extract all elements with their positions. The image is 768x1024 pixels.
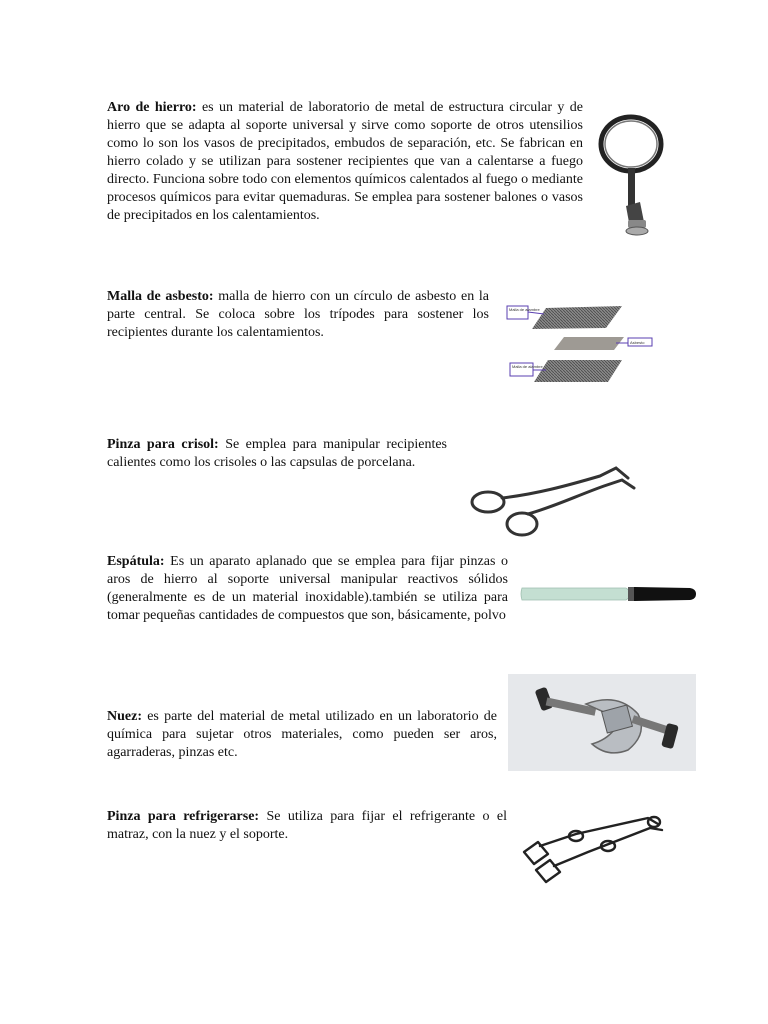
entry-term: Espátula: [107, 554, 165, 569]
entry-term: Aro de hierro: [107, 100, 197, 115]
entry-term: Pinza para refrigerarse: [107, 809, 260, 824]
entry-description: Se utiliza para fijar el refrigerante o el matraz, con la nuez y el soporte. [107, 809, 507, 842]
entry-description: es parte del material de metal utilizado en un laboratorio de química para sujetar otros materiales, como pueden ser aros, agarraderas, pinzas etc. [107, 709, 497, 760]
boss-head-clamp-icon [508, 674, 696, 771]
entry-description: malla de hierro con un círculo de asbesto en la parte central. Se coloca sobre los trípodes para sostener los recipientes durante los calentamientos. [107, 289, 489, 340]
mesh-label-top: Malla de alambre [509, 307, 540, 312]
entry-term: Nuez: [107, 709, 142, 724]
entry-term: Pinza para crisol: [107, 437, 219, 452]
entry-term: Malla de asbesto: [107, 289, 214, 304]
mesh-label-bottom: Malla de alambre [512, 364, 543, 369]
entry-description: es un material de laboratorio de metal de estructura circular y de hierro que se adapta al soporte universal y sirve como soporte de otros utensilios como lo son los vasos de precipitados, embudos de separación, etc. Se fabrican en hierro colado y se utilizan para sostener recipientes que van a calentarse a fuego directo. Funciona sobre todo con elementos químicos calentados al fuego o mediante procesos químicos para evitar quemaduras. Se emplea para sostener balones o vasos de precipitados en los calentamientos. [107, 100, 583, 223]
entry-pinza-para-refrigerarse [107, 808, 507, 844]
iron-ring-icon [592, 110, 670, 240]
entry-espatula [107, 553, 508, 625]
entry-nuez [107, 708, 497, 762]
crucible-tongs-icon [466, 456, 646, 546]
mesh-label-middle: Asbesto [630, 340, 645, 345]
entry-pinza-para-crisol [107, 436, 447, 472]
entry-description: Es un aparato aplanado que se emplea para fijar pinzas o aros de hierro al soporte universal manipular reactivos sólidos (generalmente es de un material inoxidable).también se utiliza para tomar pequeñas cantidades de compuestos que son, básicamente, polvo [107, 554, 508, 623]
entry-aro-de-hierro [107, 99, 583, 225]
spatula-icon [518, 582, 700, 606]
condenser-clamp-icon [518, 806, 668, 890]
entry-description: Se emplea para manipular recipientes calientes como los crisoles o las capsulas de porcelana. [107, 437, 448, 470]
asbestos-mesh-icon [506, 298, 654, 390]
entry-malla-de-asbesto [107, 288, 489, 342]
